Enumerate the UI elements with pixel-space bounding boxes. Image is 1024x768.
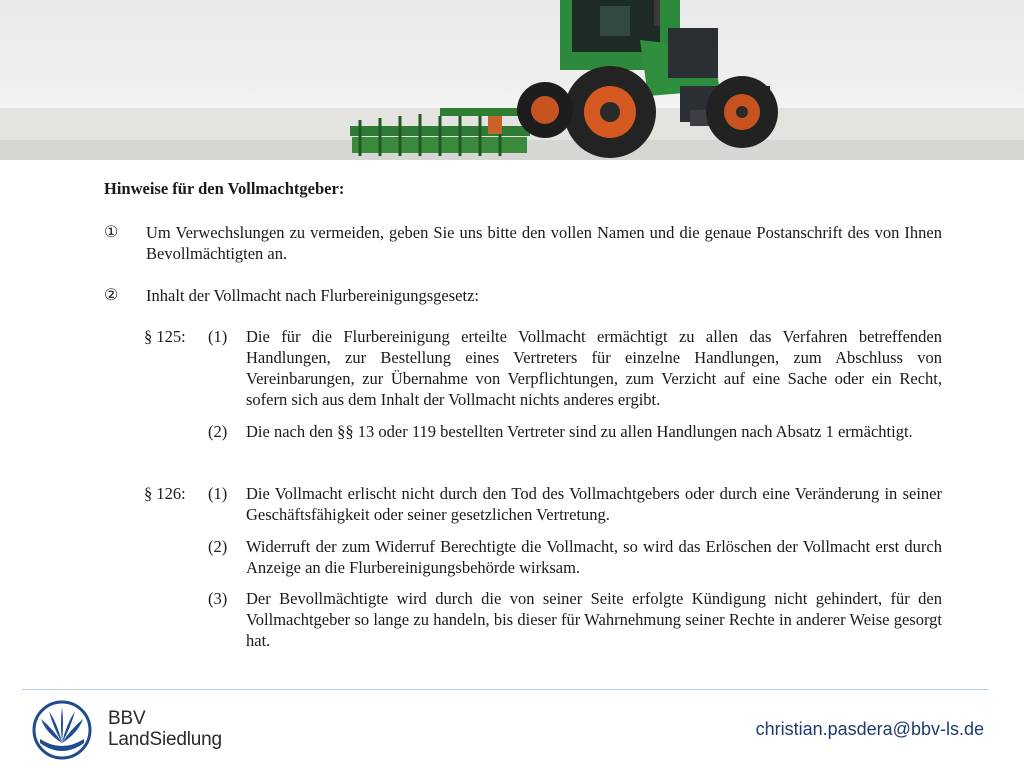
clause-text: Widerruft der zum Widerruf Berechtigte die Vollmacht, so wird das Erlöschen der Vollmacht erst durch Anzeige an die Flurbereinigungsbehörde wirksam.	[246, 537, 942, 577]
note-marker: ①	[104, 224, 119, 241]
tractor-in-field-photo	[0, 0, 1024, 160]
clause-number: (2)	[208, 537, 228, 556]
footer-divider	[22, 689, 988, 690]
clause-number: (1)	[208, 484, 228, 503]
clause-text: Die Vollmacht erlischt nicht durch den Tod des Vollmachtgebers oder durch eine Veränderung in seiner Geschäftsfähigkeit oder seiner gesetzlichen Vertretung.	[246, 484, 942, 524]
bbv-landsiedlung-logo	[31, 699, 93, 766]
clause-number: (3)	[208, 589, 228, 608]
brand-line-1: BBV	[108, 708, 146, 729]
clause-text: Die für die Flurbereinigung erteilte Vollmacht ermächtigt zu allen das Verfahren betreffenden Handlungen, zur Bestellung eines Vertreters für einzelne Handlungen, zum Abschluss von Vereinbarungen, zur Übernahme von Verpflichtungen, zum Verzicht auf eine Sache oder ein Recht, sofern sich aus dem Inhalt der Vollmacht nichts anderes ergibt.	[246, 327, 942, 409]
note-text: Inhalt der Vollmacht nach Flurbereinigungsgesetz:	[146, 286, 479, 305]
clause-text: Der Bevollmächtigte wird durch die von seiner Seite erfolgte Kündigung nicht gehindert, für den Vollmachtgeber so lange zu handeln, bis dieser für Wahrnehmung seiner Rechte in anderer Weise gesorgt hat.	[246, 589, 942, 650]
brand-name	[108, 708, 222, 750]
contact-email[interactable]: christian.pasdera@bbv-ls.de	[755, 719, 984, 739]
clause-number: (1)	[208, 327, 228, 346]
clause-text: Die nach den §§ 13 oder 119 bestellten Vertreter sind zu allen Handlungen nach Absatz 1 ermächtigt.	[246, 422, 913, 441]
note-marker: ②	[104, 287, 119, 304]
clause-number: (2)	[208, 422, 228, 441]
logo-emblem-icon	[31, 699, 93, 761]
paragraph-label: § 125:	[144, 327, 186, 346]
paragraph-label: § 126:	[144, 484, 186, 503]
header-banner-photo	[0, 0, 1024, 160]
brand-line-2: LandSiedlung	[108, 729, 222, 750]
document-heading: Hinweise für den Vollmachtgeber:	[104, 179, 345, 198]
note-text: Um Verwechslungen zu vermeiden, geben Sie uns bitte den vollen Namen und die genaue Postanschrift des von Ihnen Bevollmächtigten an.	[146, 223, 942, 263]
